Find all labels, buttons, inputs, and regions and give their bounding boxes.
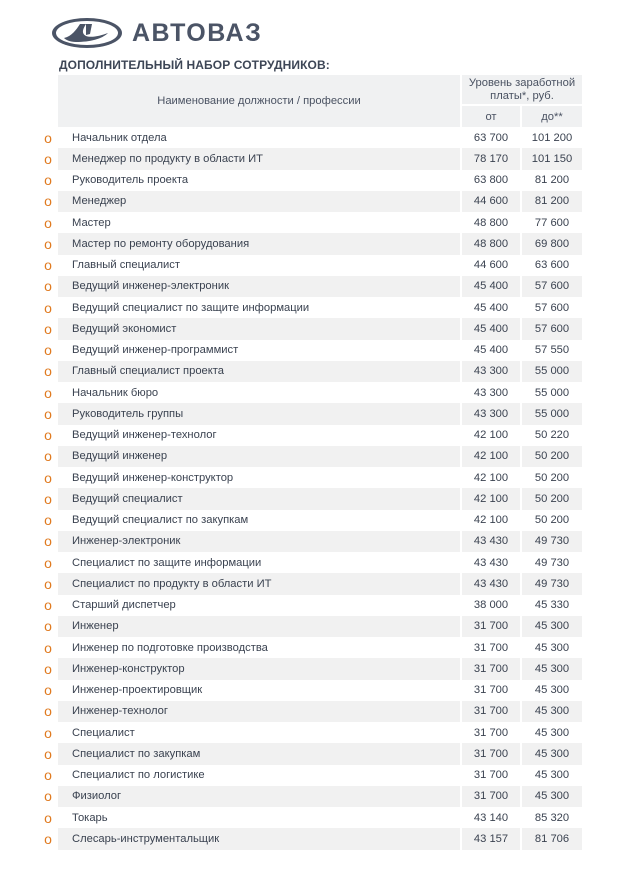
position-name: Начальник бюро xyxy=(58,382,461,403)
table-row xyxy=(38,573,582,594)
position-name: Специалист по логистике xyxy=(58,765,461,786)
position-name: Ведущий инженер-конструктор xyxy=(58,467,461,488)
salary-from: 43 430 xyxy=(461,573,521,594)
salary-from: 45 400 xyxy=(461,340,521,361)
bullet-marker: o xyxy=(38,127,58,148)
table-row xyxy=(38,212,582,233)
table-row xyxy=(38,148,582,169)
table-row xyxy=(38,552,582,573)
salary-to: 45 300 xyxy=(521,658,582,679)
salary-to: 55 000 xyxy=(521,403,582,424)
salary-from: 48 800 xyxy=(461,212,521,233)
table-row xyxy=(38,318,582,339)
brand-name: АВТОВАЗ xyxy=(132,18,263,47)
salary-from: 31 700 xyxy=(461,637,521,658)
salary-to: 77 600 xyxy=(521,212,582,233)
salary-to: 49 730 xyxy=(521,573,582,594)
position-name: Ведущий инженер-электроник xyxy=(58,276,461,297)
bullet-marker: o xyxy=(38,828,58,849)
table-row xyxy=(38,382,582,403)
salary-from: 44 600 xyxy=(461,255,521,276)
position-name: Инженер-конструктор xyxy=(58,658,461,679)
position-name: Ведущий экономист xyxy=(58,318,461,339)
bullet-marker: o xyxy=(38,255,58,276)
salary-from: 43 300 xyxy=(461,403,521,424)
salary-from: 43 430 xyxy=(461,552,521,573)
bullet-marker: o xyxy=(38,233,58,254)
salary-from: 31 700 xyxy=(461,701,521,722)
position-name: Менеджер xyxy=(58,191,461,212)
salary-from: 45 400 xyxy=(461,318,521,339)
salary-from: 31 700 xyxy=(461,743,521,764)
position-name: Специалист по продукту в области ИТ xyxy=(58,573,461,594)
bullet-marker: o xyxy=(38,276,58,297)
bullet-marker: o xyxy=(38,170,58,191)
table-row xyxy=(38,743,582,764)
salary-to: 50 200 xyxy=(521,467,582,488)
salary-from: 63 700 xyxy=(461,127,521,148)
section-heading: ДОПОЛНИТЕЛЬНЫЙ НАБОР СОТРУДНИКОВ: xyxy=(59,58,330,72)
salary-from: 78 170 xyxy=(461,148,521,169)
salary-to: 49 730 xyxy=(521,531,582,552)
salary-to: 50 200 xyxy=(521,488,582,509)
table-row xyxy=(38,403,582,424)
column-header-salary-level: Уровень заработной платы*, руб. xyxy=(461,75,582,105)
salary-to: 55 000 xyxy=(521,361,582,382)
bullet-marker: o xyxy=(38,403,58,424)
bullet-marker: o xyxy=(38,318,58,339)
bullet-marker: o xyxy=(38,595,58,616)
bullet-marker: o xyxy=(38,212,58,233)
salary-from: 42 100 xyxy=(461,488,521,509)
position-name: Ведущий специалист по защите информации xyxy=(58,297,461,318)
salary-to: 81 200 xyxy=(521,191,582,212)
salary-from: 43 140 xyxy=(461,807,521,828)
salary-to: 57 600 xyxy=(521,318,582,339)
salary-to: 45 300 xyxy=(521,701,582,722)
salary-to: 45 300 xyxy=(521,722,582,743)
salary-from: 43 300 xyxy=(461,382,521,403)
position-name: Ведущий специалист по закупкам xyxy=(58,510,461,531)
column-header-position: Наименование должности / профессии xyxy=(58,75,461,127)
bullet-marker: o xyxy=(38,658,58,679)
bullet-marker: o xyxy=(38,425,58,446)
position-name: Ведущий специалист xyxy=(58,488,461,509)
lada-boat-icon xyxy=(50,16,124,50)
position-name: Главный специалист xyxy=(58,255,461,276)
position-name: Специалист по защите информации xyxy=(58,552,461,573)
bullet-marker: o xyxy=(38,743,58,764)
salary-from: 45 400 xyxy=(461,297,521,318)
salary-to: 69 800 xyxy=(521,233,582,254)
salary-from: 42 100 xyxy=(461,446,521,467)
bullet-marker: o xyxy=(38,722,58,743)
table-row xyxy=(38,191,582,212)
bullet-marker: o xyxy=(38,340,58,361)
salary-from: 63 800 xyxy=(461,170,521,191)
table-row xyxy=(38,658,582,679)
table-row xyxy=(38,616,582,637)
salary-to: 45 300 xyxy=(521,637,582,658)
salary-from: 31 700 xyxy=(461,616,521,637)
position-name: Специалист xyxy=(58,722,461,743)
salary-from: 48 800 xyxy=(461,233,521,254)
salary-to: 45 330 xyxy=(521,595,582,616)
salary-to: 63 600 xyxy=(521,255,582,276)
bullet-header-spacer xyxy=(38,75,58,127)
salary-to: 81 200 xyxy=(521,170,582,191)
position-name: Инженер по подготовке производства xyxy=(58,637,461,658)
position-name: Руководитель проекта xyxy=(58,170,461,191)
salary-to: 101 200 xyxy=(521,127,582,148)
bullet-marker: o xyxy=(38,191,58,212)
table-row xyxy=(38,680,582,701)
table-row xyxy=(38,276,582,297)
salary-from: 43 157 xyxy=(461,828,521,849)
salary-to: 45 300 xyxy=(521,786,582,807)
position-name: Менеджер по продукту в области ИТ xyxy=(58,148,461,169)
salary-to: 45 300 xyxy=(521,616,582,637)
salary-to: 57 550 xyxy=(521,340,582,361)
bullet-marker: o xyxy=(38,297,58,318)
bullet-marker: o xyxy=(38,573,58,594)
position-name: Ведущий инженер-программист xyxy=(58,340,461,361)
position-name: Ведущий инженер-технолог xyxy=(58,425,461,446)
position-name: Токарь xyxy=(58,807,461,828)
bullet-marker: o xyxy=(38,680,58,701)
salary-from: 31 700 xyxy=(461,658,521,679)
bullet-marker: o xyxy=(38,446,58,467)
table-row xyxy=(38,340,582,361)
table-row xyxy=(38,425,582,446)
salary-to: 81 706 xyxy=(521,828,582,849)
salary-to: 55 000 xyxy=(521,382,582,403)
company-logo xyxy=(50,16,262,50)
table-row xyxy=(38,786,582,807)
bullet-marker: o xyxy=(38,531,58,552)
bullet-marker: o xyxy=(38,552,58,573)
bullet-marker: o xyxy=(38,701,58,722)
salary-to: 45 300 xyxy=(521,765,582,786)
position-name: Руководитель группы xyxy=(58,403,461,424)
column-header-to: до** xyxy=(521,105,582,127)
table-row xyxy=(38,127,582,148)
salary-to: 57 600 xyxy=(521,276,582,297)
table-row xyxy=(38,170,582,191)
salary-to: 57 600 xyxy=(521,297,582,318)
position-name: Инженер-проектировщик xyxy=(58,680,461,701)
bullet-marker: o xyxy=(38,382,58,403)
bullet-marker: o xyxy=(38,361,58,382)
position-name: Главный специалист проекта xyxy=(58,361,461,382)
salary-to: 50 220 xyxy=(521,425,582,446)
salary-from: 44 600 xyxy=(461,191,521,212)
position-name: Старший диспетчер xyxy=(58,595,461,616)
table-row xyxy=(38,595,582,616)
table-row xyxy=(38,510,582,531)
salary-to: 45 300 xyxy=(521,680,582,701)
table-row xyxy=(38,233,582,254)
salary-to: 85 320 xyxy=(521,807,582,828)
bullet-marker: o xyxy=(38,148,58,169)
table-row xyxy=(38,828,582,849)
table-row xyxy=(38,446,582,467)
salary-from: 38 000 xyxy=(461,595,521,616)
salary-from: 31 700 xyxy=(461,722,521,743)
salary-from: 43 430 xyxy=(461,531,521,552)
bullet-marker: o xyxy=(38,637,58,658)
table-row xyxy=(38,701,582,722)
salary-from: 31 700 xyxy=(461,786,521,807)
table-row xyxy=(38,255,582,276)
table-row xyxy=(38,297,582,318)
salary-from: 45 400 xyxy=(461,276,521,297)
table-row xyxy=(38,531,582,552)
salary-to: 50 200 xyxy=(521,510,582,531)
column-header-from: от xyxy=(461,105,521,127)
position-name: Слесарь-инструментальщик xyxy=(58,828,461,849)
salary-from: 42 100 xyxy=(461,510,521,531)
table-row xyxy=(38,467,582,488)
salary-to: 49 730 xyxy=(521,552,582,573)
salary-from: 31 700 xyxy=(461,680,521,701)
bullet-marker: o xyxy=(38,510,58,531)
position-name: Начальник отдела xyxy=(58,127,461,148)
bullet-marker: o xyxy=(38,616,58,637)
table-row xyxy=(38,637,582,658)
salary-from: 42 100 xyxy=(461,467,521,488)
bullet-marker: o xyxy=(38,467,58,488)
position-name: Мастер xyxy=(58,212,461,233)
bullet-marker: o xyxy=(38,807,58,828)
table-row xyxy=(38,361,582,382)
salary-to: 101 150 xyxy=(521,148,582,169)
position-name: Специалист по закупкам xyxy=(58,743,461,764)
table-row xyxy=(38,765,582,786)
table-row xyxy=(38,722,582,743)
bullet-marker: o xyxy=(38,765,58,786)
table-row xyxy=(38,807,582,828)
salary-to: 45 300 xyxy=(521,743,582,764)
position-name: Инженер-технолог xyxy=(58,701,461,722)
position-name: Ведущий инженер xyxy=(58,446,461,467)
bullet-marker: o xyxy=(38,786,58,807)
salary-from: 43 300 xyxy=(461,361,521,382)
position-name: Инженер-электроник xyxy=(58,531,461,552)
position-name: Физиолог xyxy=(58,786,461,807)
salary-to: 50 200 xyxy=(521,446,582,467)
bullet-marker: o xyxy=(38,488,58,509)
salary-from: 31 700 xyxy=(461,765,521,786)
table-row xyxy=(38,488,582,509)
position-name: Мастер по ремонту оборудования xyxy=(58,233,461,254)
salary-table xyxy=(38,75,582,850)
position-name: Инженер xyxy=(58,616,461,637)
salary-from: 42 100 xyxy=(461,425,521,446)
